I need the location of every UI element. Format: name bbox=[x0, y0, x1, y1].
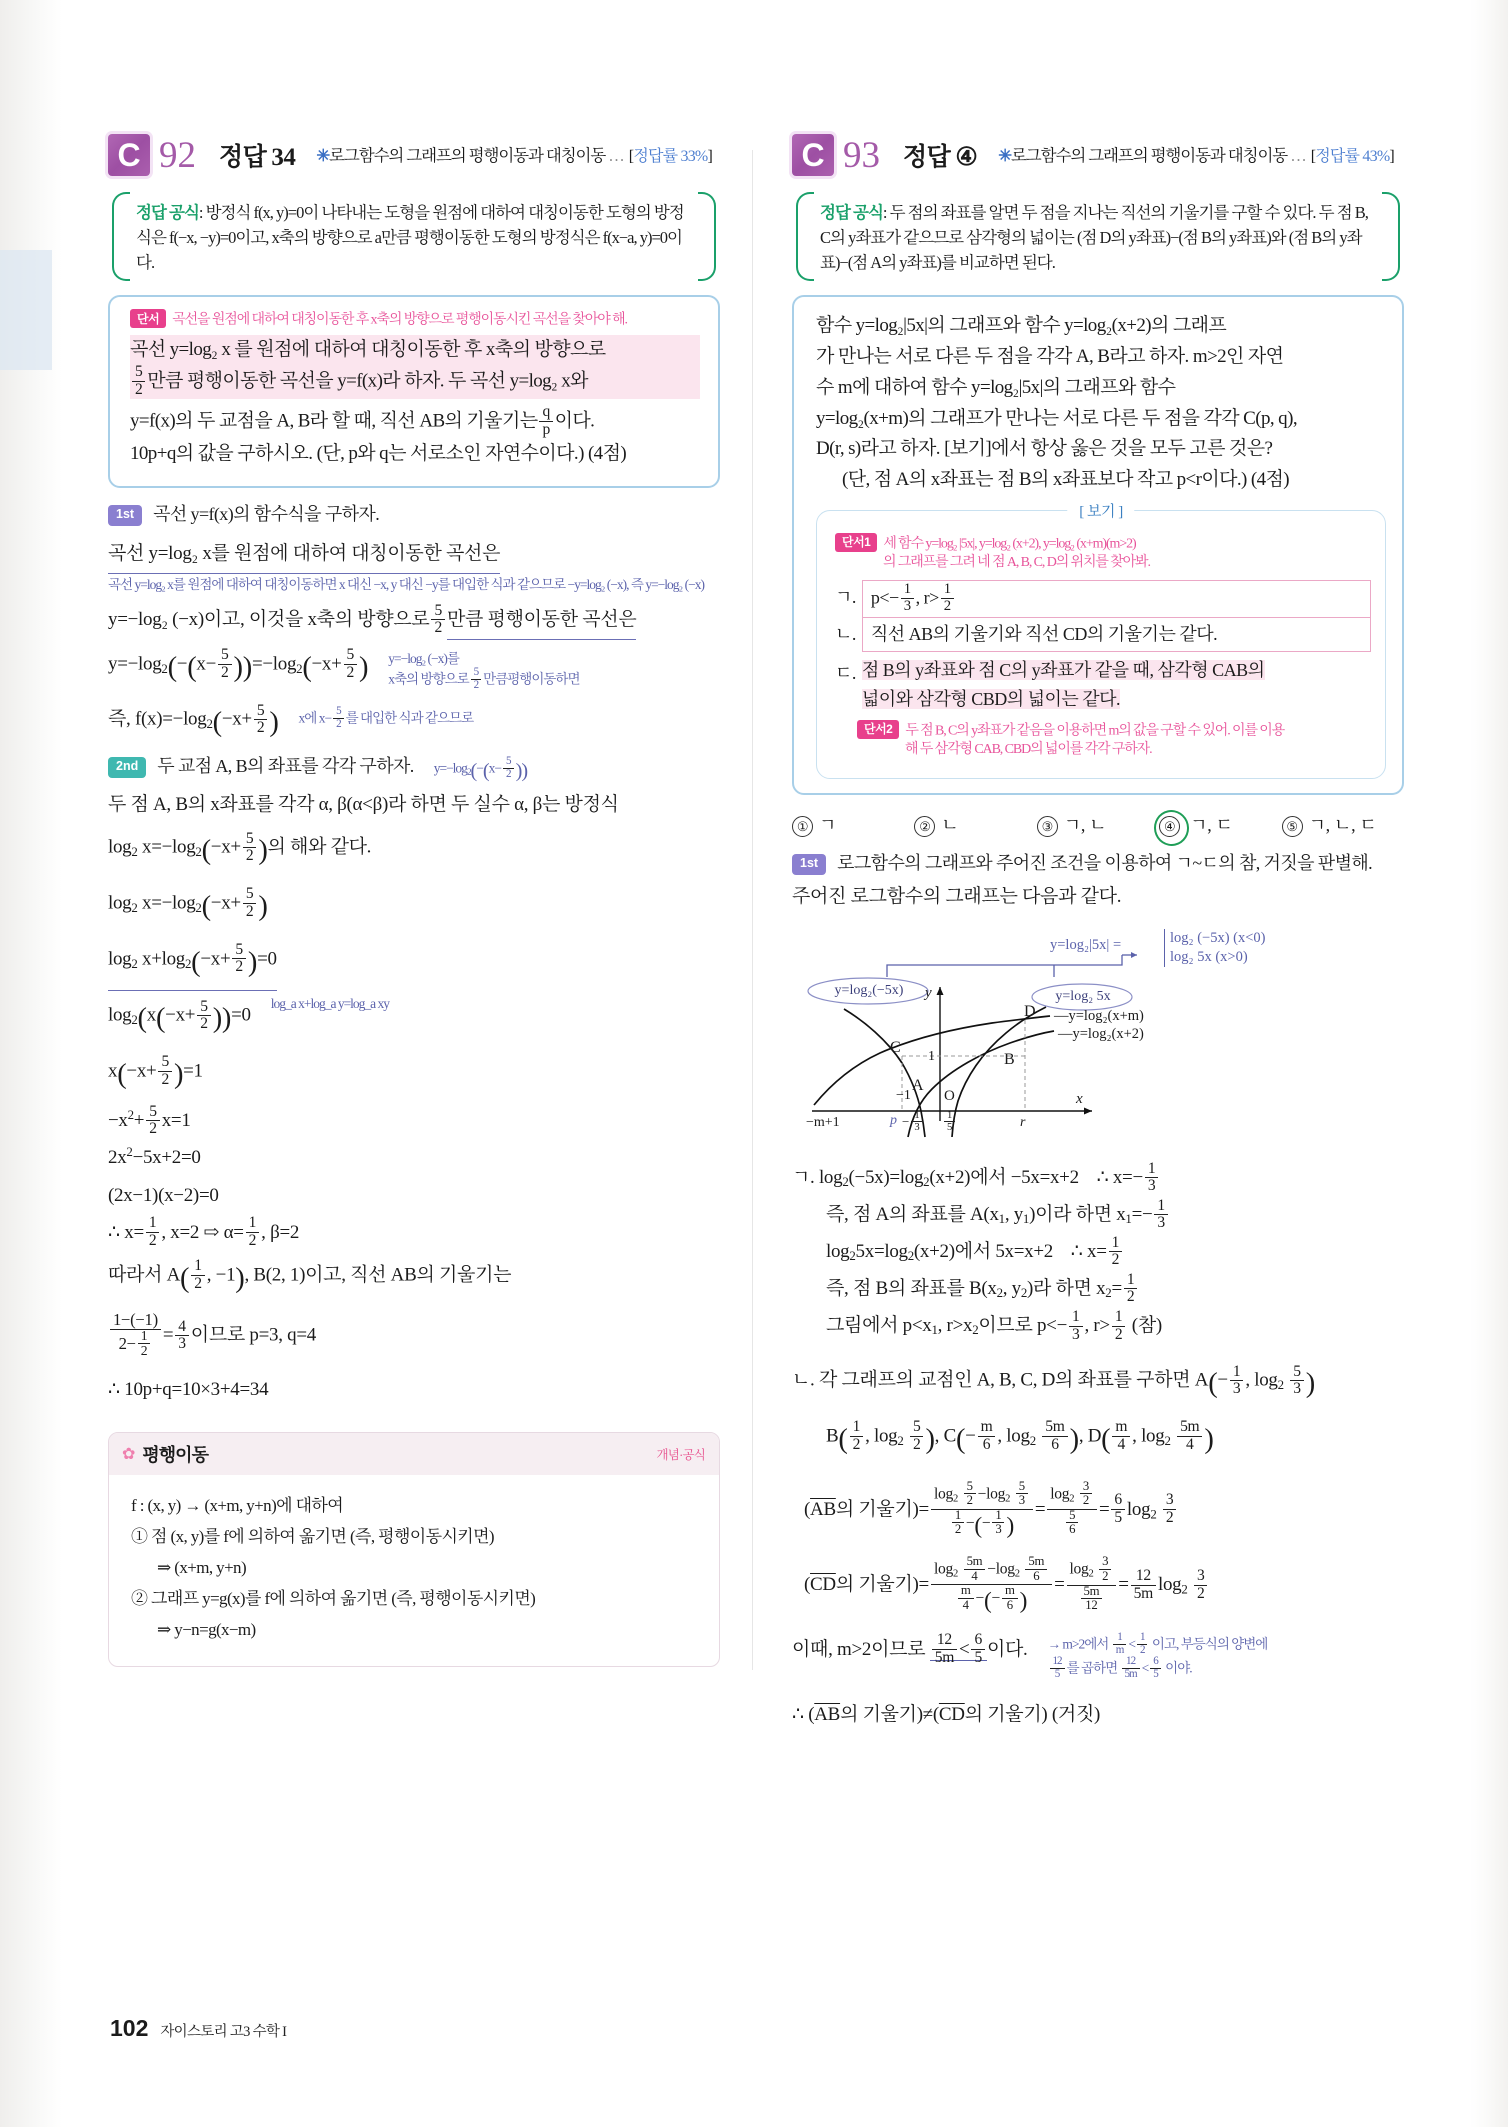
accuracy-value: 43% bbox=[1362, 148, 1390, 165]
question-line-1: 곡선 y=log₂ x 를 원점에 대하여 대칭이동한 후 x축의 방향으로 bbox=[130, 335, 700, 366]
choice-4-text: ㄱ, ㄷ bbox=[1190, 815, 1233, 836]
figure-axis-y: y bbox=[925, 985, 932, 1002]
solution-note-2-a: y=−log₂ (−x)를 bbox=[388, 650, 459, 666]
formula-text: : 방정식 f(x, y)=0이 나타내는 도형을 원점에 대하여 대칭이동한 도형의 방정식은 f(−x, −y)=0이고, x축의 방향으로 a만큼 평행이동한 도형의 방정식은 f(x−a, y)=0이다. bbox=[136, 203, 684, 273]
solution-line-7: 따라서 A( $\frac{1}{2}$ , −1), B(2, 1)이고, 직선 AB의 기울기는 bbox=[108, 1257, 512, 1294]
book-title: 자이스토리 고3 수학 I bbox=[160, 2024, 287, 2040]
figure-tick-mp1: −m+1 bbox=[806, 1115, 840, 1131]
n93-ineq-row bbox=[792, 1631, 1404, 1682]
q93-line-4: y=log₂(x+m)의 그래프가 만나는 서로 다른 두 점을 각각 C(p, q), bbox=[816, 407, 1297, 429]
answer-value: ④ bbox=[955, 144, 978, 171]
accuracy-value: 33% bbox=[680, 148, 708, 165]
n93-line-3a: 이때, m>2이므로 bbox=[792, 1638, 926, 1660]
figure-tick-neg-third: − $\frac{1}{3}$ bbox=[902, 1111, 925, 1135]
solution-line-8: 1−(−1) 2− $\frac{1}{2}$ = $\frac{4}{3}$ 이므로 p=3, q=4 bbox=[108, 1312, 720, 1361]
solution-line-8-tail: 이므로 p=3, q=4 bbox=[190, 1324, 316, 1346]
choice-3[interactable] bbox=[1037, 811, 1159, 837]
figure-label-x2: —y=log₂(x+2) bbox=[1058, 1026, 1144, 1043]
figure-case-2: log₂ 5x (x>0) bbox=[1170, 949, 1248, 966]
fraction-q-p: $\frac{q}{p}$ bbox=[539, 404, 552, 438]
concept-line-4: ② 그래프 y=g(x)를 f에 의하여 옮기면 (즉, 평행이동시키면) bbox=[131, 1588, 536, 1608]
hint1-text-b: 의 그래프를 그려 네 점 A, B, C, D의 위치를 찾아봐. bbox=[883, 555, 1150, 571]
step-2-row-92 bbox=[108, 753, 720, 786]
page-edge-mark bbox=[0, 250, 52, 370]
answer-formula-box-92 bbox=[108, 190, 720, 283]
question-line-2-text: 만큼 평행이동한 곡선을 y=f(x)라 하자. 두 곡선 y=log₂ x와 bbox=[147, 370, 588, 392]
solution-note-2-line: x축의 방향으로 $\frac{5}{2}$ 만큼평행이동하면 bbox=[388, 666, 580, 692]
figure-tick-p: p bbox=[890, 1113, 897, 1129]
figure-origin: O bbox=[944, 1088, 955, 1105]
flower-icon: ✿ bbox=[122, 1445, 136, 1463]
choice-1[interactable] bbox=[792, 811, 914, 837]
n93-slope-CD: ($\overline{CD}$의 기울기)= $\log_2$ $\frac{5m}{4}$ $-\log_2$ $\frac{5m}{6}$ $\frac{m}{4}$ −(− $\frac{m}{6}$ ) = $\log_2$ $\frac{3}{2}$ $\frac{5m}{12}$ = $\frac{12}{5m}$ $\log_2$ $\frac{3}{2}$ bbox=[792, 1557, 1404, 1615]
answer-formula-box-93 bbox=[792, 190, 1404, 283]
solution-equation-6: $2x^2-5x+2=0$ bbox=[108, 1144, 201, 1169]
step-1-chip: 1st bbox=[108, 505, 142, 526]
problem-statement-card-92 bbox=[108, 295, 720, 488]
q93-line-2: 가 만나는 서로 다른 두 점을 각각 A, B라고 하자. m>2인 자연 bbox=[816, 346, 1284, 367]
accuracy-label: 정답률 bbox=[1315, 148, 1360, 165]
concept-line-3: ⇒ (x+m, y+n) bbox=[157, 1557, 247, 1577]
problem-93-column bbox=[792, 130, 1404, 1733]
hint-line-92 bbox=[130, 309, 700, 330]
figure-tick-neg1: −1 bbox=[896, 1088, 911, 1104]
concept-line-5: ⇒ y−n=g(x−m) bbox=[157, 1619, 256, 1639]
figure-point-A: A bbox=[912, 1077, 924, 1095]
choice-5-num: ⑤ bbox=[1282, 816, 1303, 837]
figure-point-D: D bbox=[1024, 1003, 1036, 1021]
n93-conclusion: ∴ ($\overline{AB}$의 기울기)$\ne(\overline{CD}$의 기울기) (거짓) bbox=[792, 1703, 1101, 1725]
hint2-text-b: 해 두 삼각형 CAB, CBD의 넓이를 각각 구하자. bbox=[905, 742, 1152, 758]
solution-line-3: 두 점 A, B의 x좌표를 각각 α, β(α<β)라 하면 두 실수 α, β는 방정식 bbox=[108, 794, 619, 816]
figure-case-1: log₂ (−5x) (x<0) bbox=[1170, 930, 1266, 947]
figure-callout-main: y=log₂|5x| = bbox=[1050, 937, 1122, 954]
solution-note-2 bbox=[388, 640, 720, 693]
solution-line-2: y=−log₂ (−x)이고, 이것을 x축의 방향으로 $\frac{5}{2}$ 만큼 평행이동한 곡선은 bbox=[108, 601, 720, 640]
problem-badge: C bbox=[792, 134, 834, 176]
n93-slope-AB: ($\overline{AB}$의 기울기)= $\log_2$ $\frac{5}{2}$ $-\log_2$ $\frac{5}{3}$ $\frac{1}{2}$ −(− $\frac{1}{3}$ ) = $\log_2$ $\frac{3}{2}$ $\frac{5}{6}$ = $\frac{6}{5}$ $\log_2$ $\frac{3}{2}$ bbox=[792, 1482, 1404, 1540]
fraction-5-2: $\frac{5}{2}$ bbox=[132, 364, 145, 398]
answer-choices bbox=[792, 811, 1404, 837]
step-1-chip: 1st bbox=[792, 854, 826, 875]
concept-body bbox=[109, 1475, 719, 1666]
hint1-line bbox=[835, 533, 1371, 573]
bogi-item-a-text: p<− $\frac{1}{3}$ , r> $\frac{1}{2}$ bbox=[862, 580, 1371, 618]
solution-equation-2: 즉, $f(x)=-\log_2(-x+$ $\frac{5}{2}$ ) bbox=[108, 701, 279, 739]
graph-figure bbox=[792, 925, 1404, 1155]
problem-number: 92 bbox=[159, 135, 196, 176]
accuracy-badge: [정답률 33%] bbox=[628, 148, 712, 165]
concept-line-1: f : (x, y) → (x+m, y+n)에 대하여 bbox=[131, 1495, 344, 1515]
bogi-item-b bbox=[835, 617, 1371, 652]
solution-line-4: $\log_2 x=-\log_2(-x+$ $\frac{5}{2}$ )의 해와 같다. bbox=[108, 829, 372, 867]
q93-line-5: D(r, s)라고 하자. [보기]에서 항상 옳은 것을 모두 고른 것은? bbox=[816, 438, 1273, 460]
hint-text: 곡선을 원점에 대하여 대칭이동한 후 x축의 방향으로 평행이동시킨 곡선을 찾아야 해. bbox=[172, 312, 627, 328]
choice-5-text: ㄱ, ㄴ, ㄷ bbox=[1308, 815, 1377, 836]
answer-label bbox=[903, 140, 977, 176]
formula-paragraph bbox=[820, 200, 1378, 275]
figure-label-xm: —y=log₂(x+m) bbox=[1054, 1008, 1144, 1025]
choice-1-text: ㄱ bbox=[819, 815, 837, 836]
bogi-item-c bbox=[835, 656, 1371, 714]
star-icon: ✳ bbox=[998, 146, 1011, 165]
n93-line-1: ㄴ. 각 그래프의 교점인 A, B, C, D의 좌표를 구하면 A(− $\frac{1}{3}$ , $\log_2$ $\frac{5}{3}$ ) bbox=[792, 1362, 1315, 1400]
figure-tick-r: r bbox=[1020, 1115, 1026, 1131]
formula-key: 정답 공식 bbox=[820, 203, 883, 222]
page-edge-right bbox=[1470, 0, 1508, 2127]
solution-equation-5: $-x^2+$ $\frac{5}{2}$ x=1 bbox=[108, 1102, 191, 1138]
step-1-text: 곡선 y=f(x)의 함수식을 구하자. bbox=[153, 504, 380, 525]
choice-3-text: ㄱ, ㄴ bbox=[1063, 815, 1107, 836]
choice-1-num: ① bbox=[792, 816, 813, 837]
bogi-label: [ 보기 ] bbox=[1067, 500, 1134, 521]
page-number: 102 bbox=[110, 2015, 149, 2041]
n93-line-3b: 이다. bbox=[986, 1638, 1028, 1660]
answer-label bbox=[219, 140, 295, 176]
concept-header bbox=[109, 1433, 719, 1475]
solution-equation-8: ∴ x= $\frac{1}{2}$ , x=2 ⇨ α= $\frac{1}{2}$ , β=2 bbox=[108, 1214, 300, 1249]
formula-paragraph bbox=[136, 200, 694, 275]
solution-line-2-b: 만큼 평행이동한 곡선은 bbox=[447, 601, 636, 640]
figure-point-B: B bbox=[1004, 1051, 1015, 1069]
step-2-chip: 2nd bbox=[108, 757, 146, 778]
solution-line-5: $\log_2 x=-\log_2(-x+$ $\frac{5}{2}$ ) bbox=[108, 885, 268, 922]
figure-tick-fifth: $\frac{1}{5}$ bbox=[942, 1111, 957, 1135]
accuracy-badge: [정답률 43%] bbox=[1310, 148, 1394, 165]
formula-key: 정답 공식 bbox=[136, 203, 199, 222]
solution-equation-4: x(−x+ $\frac{5}{2}$ )=1 bbox=[108, 1053, 203, 1090]
solution-line-6: $\log_2 x+\log_2(-x+$ $\frac{5}{2}$ )=0 bbox=[108, 935, 277, 992]
concept-line-2: ① 점 (x, y)를 f에 의하여 옮기면 (즉, 평행이동시키면) bbox=[131, 1526, 494, 1546]
topic-dots: … bbox=[1290, 146, 1308, 165]
solution-equation-3: $\log_2(x(-x+$ $\frac{5}{2}$ ))=0 bbox=[108, 997, 251, 1035]
solution-note-2-b: x축의 방향으로 bbox=[388, 671, 469, 687]
n93-line-2: B( $\frac{1}{2}$ , $\log_2$ $\frac{5}{2}$ ), C(− $\frac{m}{6}$ , $\log_2$ $\frac{5m}{6}$ ), D( $\frac{m}{4}$ , $\log_2$ $\frac{5m}{4}$ ) bbox=[826, 1418, 1214, 1455]
solution-line-1-text: 곡선 y=log₂ x를 원점에 대하여 대칭이동한 곡선은 bbox=[108, 535, 500, 574]
solution-equation-7: (2x−1)(x−2)=0 bbox=[108, 1184, 219, 1206]
solution-line-4-tail: 의 해와 같다. bbox=[267, 837, 372, 859]
step-1-text: 로그함수의 그래프와 주어진 조건을 이용하여 ㄱ~ㄷ의 참, 거짓을 판별해. bbox=[837, 853, 1373, 874]
answer-text: 정답 bbox=[903, 144, 951, 171]
n93-note bbox=[1048, 1631, 1404, 1682]
solution-note-5: log_a x+log_a y=log_a xy bbox=[270, 996, 390, 1012]
problem-statement-card-93 bbox=[792, 295, 1404, 795]
question-line-3-tail: 이다. bbox=[554, 410, 595, 432]
step-1-row-93 bbox=[792, 850, 1404, 876]
hint-tag: 단서 bbox=[130, 309, 166, 328]
figure-axis-x: x bbox=[1076, 1091, 1083, 1108]
figure-bubble-right: y=log₂ 5x bbox=[1055, 989, 1111, 1005]
hint2-line bbox=[835, 720, 1371, 760]
problem-topic bbox=[998, 137, 1394, 176]
solution-line-1 bbox=[108, 535, 720, 574]
hint1-text-a: 세 함수 y=log₂ |5x|, y=log₂ (x+2), y=log₂ (x+m)(m>2) bbox=[883, 536, 1136, 552]
bogi-item-c-text1: 점 B의 y좌표와 점 C의 y좌표가 같을 때, 삼각형 CAB의 bbox=[861, 660, 1265, 681]
bogi-item-c-mark: ㄷ. bbox=[835, 663, 856, 684]
bogi-item-a bbox=[835, 580, 1371, 618]
solution-eq-row-1 bbox=[108, 640, 720, 696]
g93-line-1: ㄱ. $\log_2(-5x)=\log_2(x+2)$에서 −5x=x+2 ∴ x=− $\frac{1}{3}$ bbox=[792, 1159, 1404, 1196]
choice-3-num: ③ bbox=[1037, 816, 1058, 837]
bogi-item-b-mark: ㄴ. bbox=[835, 624, 856, 645]
solution-equation-1: $y=-\log_2(-(x-$ $\frac{5}{2}$ ))$=-\log_2(-x+$ $\frac{5}{2}$ ) bbox=[108, 646, 369, 683]
solution-note-1: 곡선 y=log₂ x를 원점에 대하여 대칭이동하면 x 대신 −x, y 대신 −y를 대입한 식과 같으므로 −y=log₂ (−x), 즉 y=−log₂ (−x) bbox=[108, 577, 704, 593]
choice-2-num: ② bbox=[914, 816, 935, 837]
selected-answer-marker bbox=[1159, 815, 1186, 837]
n93-line-3: 이때, m>2이므로 $\frac{12}{5m}$ < $\frac{6}{5}$ 이다. bbox=[792, 1631, 1028, 1666]
step-1-row-92 bbox=[108, 501, 720, 527]
bogi-item-c-text2: 넓이와 삼각형 CBD의 넓이는 같다. bbox=[861, 688, 1121, 709]
bogi-box bbox=[816, 503, 1386, 779]
solution-note-2-c: 만큼평행이동하면 bbox=[483, 671, 580, 687]
question-line-2 bbox=[130, 365, 700, 399]
bogi-item-a-mark: ㄱ. bbox=[835, 587, 856, 608]
g93-line-3: $\log_25x=\log_2(x+2)$에서 5x=x+2 ∴ x= $\frac{1}{2}$ bbox=[792, 1233, 1404, 1270]
star-icon: ✳ bbox=[316, 146, 330, 165]
choice-2[interactable] bbox=[914, 811, 1036, 837]
problem-badge: C bbox=[108, 134, 150, 176]
q93-line-1: 함수 y=log₂|5x|의 그래프와 함수 y=log₂(x+2)의 그래프 bbox=[816, 315, 1227, 337]
bogi-item-b-text: 직선 AB의 기울기와 직선 CD의 기울기는 같다. bbox=[862, 617, 1371, 652]
solution-note-3: x에 x− $\frac{5}{2}$ 를 대입한 식과 같으므로 bbox=[298, 705, 474, 731]
question-line-3-text: y=f(x)의 두 교점을 A, B라 할 때, 직선 AB의 기울기는 bbox=[130, 410, 538, 432]
g93-line-5: 그림에서 $p<x_1$, $r>x_2$이므로 p<− $\frac{1}{3}$ , r> $\frac{1}{2}$ (참) bbox=[826, 1308, 1162, 1343]
concept-title: 평행이동 bbox=[142, 1444, 208, 1465]
choice-4-num: ④ bbox=[1159, 816, 1180, 837]
solution-line-9: ∴ 10p+q=10×3+4=34 bbox=[108, 1378, 269, 1400]
problem-topic bbox=[316, 137, 712, 176]
figure-bubble-left: y=log₂(−5x) bbox=[834, 983, 904, 999]
g93-line-4: 즉, 점 B의 좌표를 $B(x_2$, $y_2$)라 하면 $x_2=$ $\frac{1}{2}$ bbox=[792, 1270, 1404, 1307]
answer-text: 정답 bbox=[219, 144, 267, 171]
problem-92-header bbox=[108, 130, 720, 176]
q93-line-3: 수 m에 대하여 함수 y=log₂|5x|의 그래프와 함수 bbox=[816, 376, 1176, 398]
choice-2-text: ㄴ bbox=[941, 815, 959, 836]
formula-text: : 두 점의 좌표를 알면 두 점을 지나는 직선의 기울기를 구할 수 있다. 두 점 B, C의 y좌표가 같으므로 삼각형의 넓이는 (점 D의 y좌표)−(점 B의 y좌표)와 (점 B의 y좌표)−(점 A의 y좌표)를 비교하면 된다. bbox=[820, 203, 1368, 273]
topic-text: 로그함수의 그래프의 평행이동과 대칭이동 bbox=[329, 146, 606, 165]
problem-93-header bbox=[792, 130, 1404, 176]
problem-92-column bbox=[108, 130, 720, 1667]
figure-point-C: C bbox=[890, 1039, 901, 1057]
column-divider bbox=[752, 150, 753, 1670]
concept-box-92 bbox=[108, 1432, 720, 1667]
n93-note-1: → m>2에서 $\frac{1}{m}$ < $\frac{1}{2}$ 이고, 부등식의 양변에 bbox=[1047, 1630, 1268, 1656]
hint2-tag: 단서2 bbox=[857, 720, 899, 739]
concept-tag: 개념·공식 bbox=[656, 1447, 705, 1462]
choice-5[interactable] bbox=[1282, 811, 1404, 837]
hint1-tag: 단서1 bbox=[835, 533, 877, 552]
solution-eq-row-2 bbox=[108, 695, 720, 751]
problem-number: 93 bbox=[843, 135, 880, 176]
q93-line-6: (단, 점 A의 x좌표는 점 B의 x좌표보다 작고 p<r이다.) (4점) bbox=[842, 469, 1290, 491]
solution-note-4: $y=-\log_2(-(x-$ $\frac{5}{2}$ )) bbox=[433, 755, 528, 783]
hint2-text-a: 두 점 B, C의 y좌표가 같음을 이용하면 m의 값을 구할 수 있어. 이를 이용 bbox=[905, 723, 1285, 739]
step-2-text: 두 교점 A, B의 좌표를 각각 구하자. bbox=[157, 756, 414, 777]
solution-eq-row-3 bbox=[108, 991, 720, 1047]
question-line-4: 10p+q의 값을 구하시오. (단, p와 q는 서로소인 자연수이다.) (4점) bbox=[130, 443, 627, 465]
n93-note-2: $\frac{12}{5}$ 를 곱하면 $\frac{12}{5m}$ < $\frac{6}{5}$ 이야. bbox=[1048, 1657, 1404, 1681]
g93-line-2: 즉, 점 A의 좌표를 $A(x_1$, $y_1$)이라 하면 $x_1=-$ $\frac{1}{3}$ bbox=[792, 1196, 1404, 1233]
answer-value: 34 bbox=[271, 144, 296, 171]
accuracy-label: 정답률 bbox=[633, 148, 678, 165]
choice-4[interactable] bbox=[1159, 811, 1281, 837]
figure-tick-1: 1 bbox=[928, 1049, 935, 1065]
solution-line-2-a: y=−log₂ (−x)이고, 이것을 x축의 방향으로 bbox=[108, 608, 430, 630]
figure-cases bbox=[1164, 929, 1266, 967]
topic-text: 로그함수의 그래프의 평행이동과 대칭이동 bbox=[1010, 146, 1288, 165]
page-footer bbox=[110, 2015, 286, 2042]
question-line-3 bbox=[130, 405, 700, 439]
topic-dots: … bbox=[608, 146, 626, 165]
s93-intro: 주어진 로그함수의 그래프는 다음과 같다. bbox=[792, 886, 1122, 908]
